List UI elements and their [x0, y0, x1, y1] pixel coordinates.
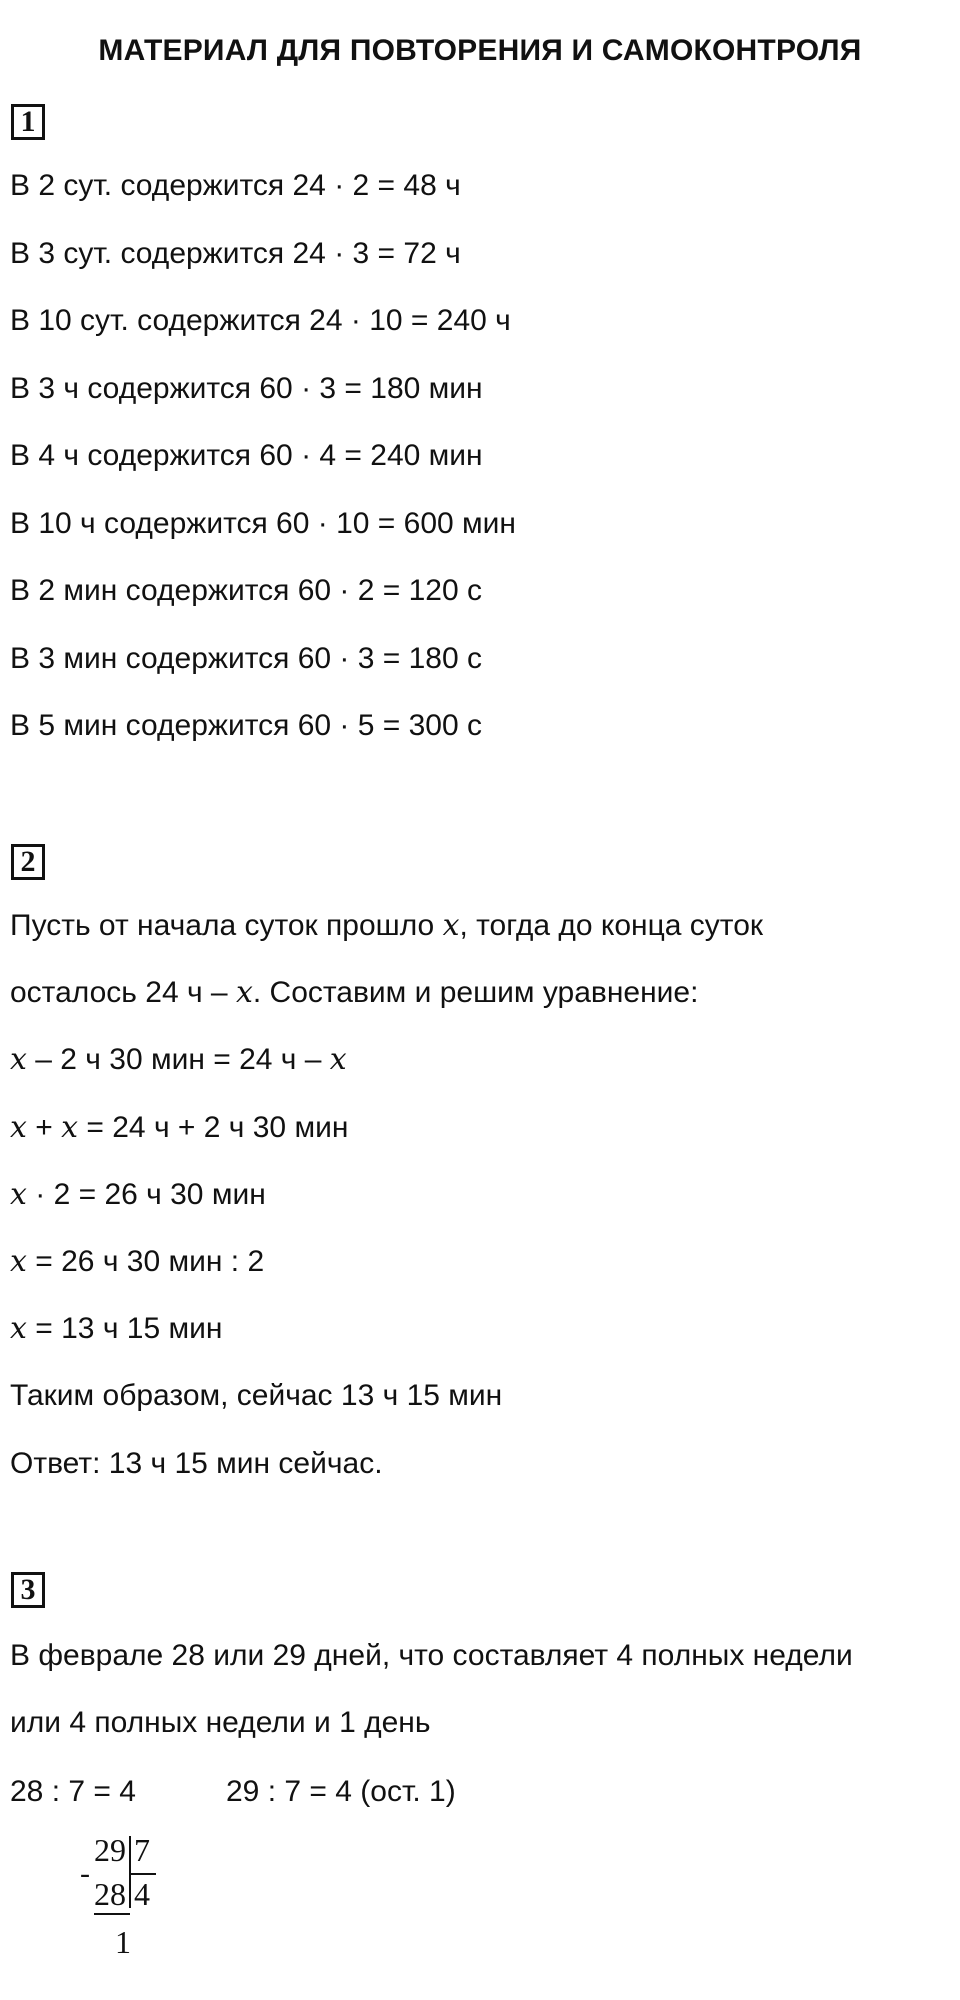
section-2-line	[10, 1376, 502, 1416]
line-text: осталось 24 ч –	[10, 976, 236, 1010]
variable-x: x	[10, 1311, 27, 1347]
variable-x: x	[442, 908, 460, 943]
section-2-line	[10, 1309, 222, 1349]
long-division	[80, 1832, 200, 1972]
line-text: = 24 ч + 2 ч 30 мин	[78, 1110, 349, 1144]
section-2-line	[10, 1242, 264, 1282]
line-text: Пусть от начала суток прошло	[10, 909, 443, 942]
line-text: · 2 = 26 ч 30 мин	[26, 1177, 266, 1211]
line-text: – 2 ч 30 мин = 24 ч –	[26, 1043, 330, 1077]
section-1-line: В 10 ч содержится 60 · 10 = 600 мин	[10, 506, 516, 540]
section-number-1: 1	[11, 104, 45, 140]
line-text: Таким образом, сейчас 13 ч 15 мин	[10, 1379, 503, 1413]
section-1-line: В 10 сут. содержится 24 · 10 = 240 ч	[10, 304, 511, 337]
subtrahend: 28	[94, 1876, 126, 1912]
section-3-line: или 4 полных недели и 1 день	[10, 1706, 431, 1739]
variable-x: x	[10, 1176, 27, 1212]
line-text: . Составим и решим уравнение:	[252, 976, 699, 1010]
section-2-line	[10, 906, 763, 946]
section-number-3: 3	[11, 1572, 45, 1608]
variable-x: x	[10, 1244, 27, 1279]
variable-x: x	[10, 1109, 27, 1145]
section-1-line: В 3 ч содержится 60 · 3 = 180 мин	[10, 371, 483, 405]
section-3-line: В феврале 28 или 29 дней, что составляет 4 полных недели	[10, 1639, 853, 1672]
section-2-line	[10, 1040, 347, 1080]
line-text: , тогда до конца суток	[459, 909, 764, 942]
section-1-line: В 3 мин содержится 60 · 3 = 180 с	[10, 641, 482, 675]
division-lines	[80, 1832, 200, 1972]
variable-x: x	[61, 1109, 79, 1145]
section-number-2: 2	[11, 844, 45, 880]
variable-x: x	[235, 975, 253, 1011]
section-2-line	[10, 1108, 348, 1148]
quotient: 4	[134, 1876, 150, 1912]
section-1-line: В 2 мин содержится 60 · 2 = 120 с	[10, 574, 482, 607]
section-1-line: В 3 сут. содержится 24 · 3 = 72 ч	[10, 236, 461, 270]
remainder: 1	[115, 1924, 131, 1960]
section-1-line: В 5 мин содержится 60 · 5 = 300 с	[10, 709, 482, 742]
variable-x: x	[329, 1042, 347, 1078]
divisor: 7	[134, 1832, 150, 1868]
section-2-line	[10, 1175, 266, 1215]
section-1-line: В 2 сут. содержится 24 · 2 = 48 ч	[10, 169, 461, 202]
line-text: Ответ: 13 ч 15 мин сейчас.	[10, 1446, 383, 1480]
section-1-line: В 4 ч содержится 60 · 4 = 240 мин	[10, 439, 483, 472]
line-text: = 26 ч 30 мин : 2	[26, 1245, 265, 1278]
section-2-line	[10, 1444, 383, 1484]
variable-x: x	[10, 1042, 27, 1078]
section-2-line	[10, 973, 698, 1013]
dividend: 29	[94, 1832, 126, 1868]
equation-29-div-7: 29 : 7 = 4 (ост. 1)	[226, 1775, 456, 1808]
page-title: МАТЕРИАЛ ДЛЯ ПОВТОРЕНИЯ И САМОКОНТРОЛЯ	[98, 34, 862, 67]
equation-28-div-7: 28 : 7 = 4	[10, 1775, 136, 1808]
line-text: = 13 ч 15 мин	[26, 1312, 223, 1346]
minus-sign: -	[80, 1857, 90, 1890]
line-text: +	[26, 1110, 62, 1144]
